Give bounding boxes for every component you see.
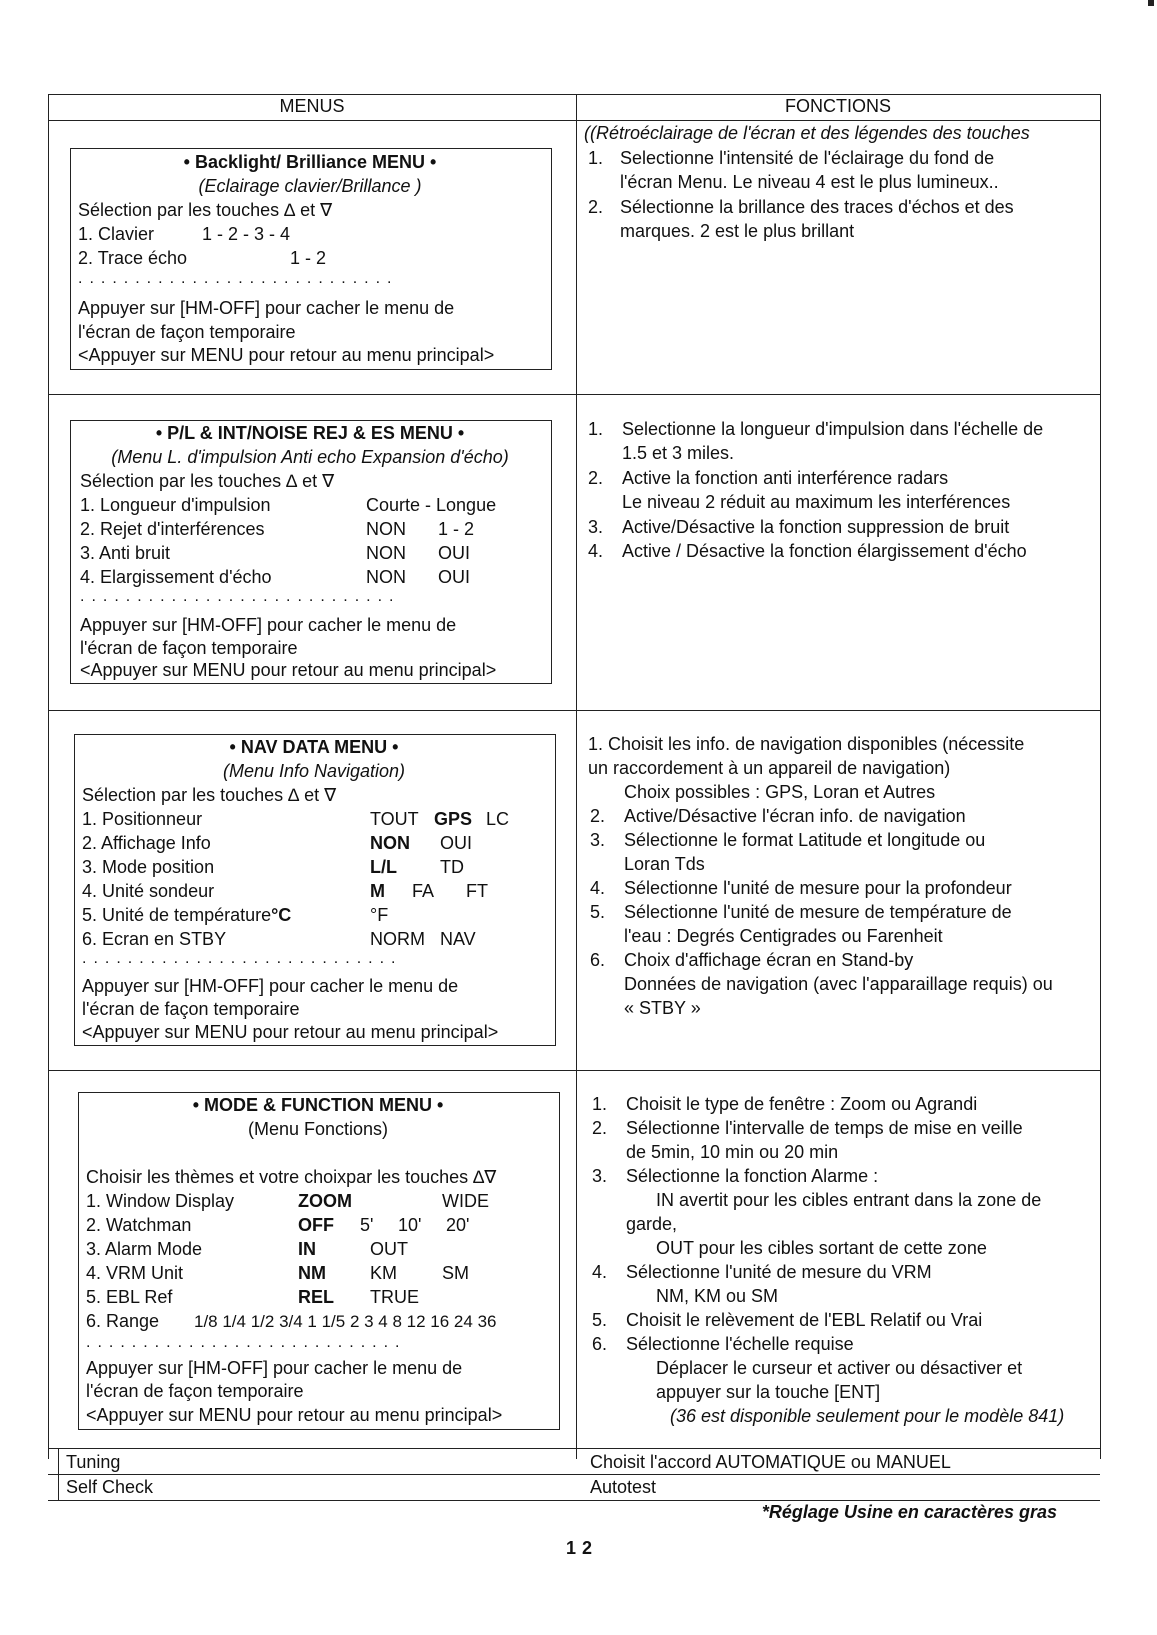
mode-range-values: 1/8 1/4 1/2 3/4 1 1/5 2 3 4 8 12 16 24 36 xyxy=(194,1312,497,1331)
mode-item-value: OUT xyxy=(370,1239,408,1259)
mode-item-value-default: NM xyxy=(298,1263,326,1283)
mode-menu-title: • MODE & FUNCTION MENU • xyxy=(192,1095,444,1115)
retour-instruction: <Appuyer sur MENU pour retour au menu principal> xyxy=(80,660,497,680)
nav-item-label: 5. Unité de température°C xyxy=(82,905,292,925)
mode-item-label: 3. Alarm Mode xyxy=(86,1239,203,1259)
nav-item-value: LC xyxy=(486,809,510,829)
mode-item-value: 20' xyxy=(446,1215,470,1235)
row-divider-2 xyxy=(48,710,1100,711)
mode-item-value: KM xyxy=(370,1263,397,1283)
hmoff-instruction-cont: l'écran de façon temporaire xyxy=(86,1381,304,1401)
dotted-separator: ............................ xyxy=(82,950,403,967)
backlight-fn-intro: ((Rétroéclairage de l'écran et des légendes des touches xyxy=(584,123,1030,143)
mode-item-label: 1. Window Display xyxy=(86,1191,235,1211)
menus-header: MENUS xyxy=(279,96,345,116)
backlight-selection: Sélection par les touches ∆ et ∇ xyxy=(78,200,333,220)
mode-item-value-default: IN xyxy=(298,1239,316,1259)
mode-item-value-default: REL xyxy=(298,1287,334,1307)
corner-mark xyxy=(1148,0,1154,6)
nav-selection: Sélection par les touches ∆ et ∇ xyxy=(82,785,337,805)
pl-item-label: 2. Rejet d'interférences xyxy=(80,519,265,539)
mode-item-value: 5' xyxy=(360,1215,374,1235)
pl-item-value: NON xyxy=(366,543,406,563)
nav-item-label: 3. Mode position xyxy=(82,857,215,877)
backlight-menu-subtitle: (Eclairage clavier/Brillance ) xyxy=(198,176,422,196)
mode-item-value: SM xyxy=(442,1263,469,1283)
backlight-item-values: 1 - 2 - 3 - 4 xyxy=(202,224,291,244)
table-left-border-lower xyxy=(58,1448,59,1500)
pl-item-value: 1 - 2 xyxy=(438,519,475,539)
backlight-item-label: 1. Clavier xyxy=(78,224,155,244)
tuning-function: Choisit l'accord AUTOMATIQUE ou MANUEL xyxy=(590,1452,951,1472)
hmoff-instruction-cont: l'écran de façon temporaire xyxy=(80,638,298,658)
nav-item-value: °F xyxy=(370,905,389,925)
mode-fn-note: (36 est disponible seulement pour le modèle 841) xyxy=(670,1406,1065,1426)
hmoff-instruction: Appuyer sur [HM-OFF] pour cacher le menu de xyxy=(78,298,455,318)
hmoff-instruction-cont: l'écran de façon temporaire xyxy=(78,322,296,342)
pl-item-value: NON xyxy=(366,519,406,539)
nav-item-value: FT xyxy=(466,881,488,901)
factory-setting-note: *Réglage Usine en caractères gras xyxy=(761,1502,1057,1522)
nav-item-value: TOUT xyxy=(370,809,419,829)
nav-fn-1-cont: un raccordement à un appareil de navigation) xyxy=(588,758,951,778)
fonctions-header: FONCTIONS xyxy=(785,96,891,116)
mode-item-label: 5. EBL Ref xyxy=(86,1287,173,1307)
pl-item-label: 1. Longueur d'impulsion xyxy=(80,495,271,515)
hmoff-instruction: Appuyer sur [HM-OFF] pour cacher le menu de xyxy=(80,615,457,635)
header-bottom-border xyxy=(48,120,1100,121)
dotted-separator: ............................ xyxy=(86,1334,407,1351)
dotted-separator: ............................ xyxy=(78,270,399,287)
pl-item-value: Courte - Longue xyxy=(366,495,497,515)
nav-menu-subtitle: (Menu Info Navigation) xyxy=(222,761,406,781)
dotted-separator: ............................ xyxy=(80,588,401,605)
mode-item-value: TRUE xyxy=(370,1287,419,1307)
hmoff-instruction: Appuyer sur [HM-OFF] pour cacher le menu de xyxy=(82,976,459,996)
nav-item-value-default: L/L xyxy=(370,857,397,877)
mode-selection: Choisir les thèmes et votre choixpar les touches ∆∇ xyxy=(86,1167,497,1187)
mode-item-value: 10' xyxy=(398,1215,422,1235)
backlight-item-values: 1 - 2 xyxy=(290,248,327,268)
mode-item-value-default: ZOOM xyxy=(298,1191,352,1211)
nav-item-value-default: NON xyxy=(370,833,410,853)
pl-item-value: NON xyxy=(366,567,406,587)
tuning-label: Tuning xyxy=(66,1452,121,1472)
selfcheck-label: Self Check xyxy=(66,1477,154,1497)
nav-item-value-default: GPS xyxy=(434,809,473,829)
nav-item-label: 2. Affichage Info xyxy=(82,833,211,853)
mode-item-label: 4. VRM Unit xyxy=(86,1263,184,1283)
nav-item-value: FA xyxy=(412,881,435,901)
table-left-border xyxy=(48,94,49,1459)
nav-item-value: OUI xyxy=(440,833,473,853)
retour-instruction: <Appuyer sur MENU pour retour au menu principal> xyxy=(78,345,495,365)
nav-item-label: 4. Unité sondeur xyxy=(82,881,215,901)
page-number: 12 xyxy=(566,1538,599,1558)
mode-menu-subtitle: (Menu Fonctions) xyxy=(247,1119,389,1139)
nav-fn-1: 1. Choisit les info. de navigation disponibles (nécessite xyxy=(588,734,1025,754)
mode-item-label: 2. Watchman xyxy=(86,1215,192,1235)
backlight-item-label: 2. Trace écho xyxy=(78,248,188,268)
table-top-border xyxy=(48,94,1100,95)
nav-item-value: NAV xyxy=(440,929,476,949)
row-divider-3 xyxy=(48,1070,1100,1071)
hmoff-instruction-cont: l'écran de façon temporaire xyxy=(82,999,300,1019)
pl-menu-title: • P/L & INT/NOISE REJ & ES MENU • xyxy=(155,423,465,443)
retour-instruction: <Appuyer sur MENU pour retour au menu principal> xyxy=(86,1405,503,1425)
manual-page: MENUS FONCTIONS • Backlight/ Brilliance MENU • (Eclairage clavier/Brillance ) Sélection par les touches ∆ et ∇ 1. Clavier 1 - 2 - 3 - 4 2. Trace écho 1 - 2 ............................ Appuyer sur [HM-OFF] pour cacher le menu de l'écran de façon temporaire <Appuyer sur MENU pour retour au menu principal> ((Rétroéclairage de l'écran et des légendes des touches 1. Selectionne l'intensité de l'éclairage du fond de l'écran Menu. Le niveau 4 est le plus lumineux.. 2. Sélectionne la brillance des traces d'échos et des marques. 2 est le plus brillant • P/L & INT/NOISE REJ & ES MENU • (Menu L. d'impulsion Anti echo Expansion d'écho) Sélection par les touches ∆ et ∇ 1. Longueur d'impulsion Courte - Longue 2. Rejet d'interférences NON 1 - 2 3. Anti bruit NON OUI 4. Elargissement d'écho NON OUI ............................ Appuyer sur [HM-OFF] pour cacher le menu de l'écran de façon temporaire <Appuyer sur MENU pour retour au menu principal> 1. Selectionne la longueur d'impulsion dans l'échelle de 1.5 et 3 miles. 2. Active la fonction anti interférence radars Le niveau 2 réduit au maximum les interférences 3. Active/Désactive la fonction suppression de bruit 4. Active / Désactive la fonction élargissement d'écho • NAV DATA MENU • (Menu Info Navigation) Sélection par les touches ∆ et ∇ 1. Positionneur TOUT GPS LC 2. Affichage Info NON OUI 3. Mode position L/L TD 4. Unité sondeur M FA FT 5. Unité de température°C °F 6. Ecran en STBY NORM NAV ............................ Appuyer sur [HM-OFF] pour cacher le menu de l'écran de façon temporaire <Appuyer sur MENU pour retour au menu principal> 1. Choisit les info. de navigation disponibles (nécessite un raccordement à un appareil de navigation) Choix possibles : GPS, Loran et Autres 2. Active/Désactive l'écran info. de navigation 3. Sélectionne le format Latitude et longitude ou Loran Tds 4. Sélectionne l'unité de mesure pour la profondeur 5. Sélectionne l'unité de mesure de température de l'eau : Degrés Centigrades ou Farenheit 6. Choix d'affichage écran en Stand-by Données de navigation (avec l'apparaillage requis) ou « STBY » • MODE & FUNCTION MENU • (Menu Fonctions) Choisir les thèmes et votre choixpar les touches ∆∇ 1. Window Display ZOOM WIDE 2. Watchman OFF 5' 10' 20' 3. Alarm Mode IN OUT 4. VRM Unit NM KM SM 5. EBL Ref REL TRUE 6. Range 1/8 1/4 1/2 3/4 1 1/5 2 3 4 8 12 16 24 36 ............................ Appuyer sur [HM-OFF] pour cacher le menu de l'écran de façon temporaire <Appuyer sur MENU pour retour au menu principal> 1. Choisit le type de fenêtre : Zoom ou Agrandi 2. Sélectionne l'intervalle de temps de mise en veille de 5min, 10 min ou 20 min 3. Sélectionne la fonction Alarme : IN avertit pour les cibles entrant dans la zone de garde, OUT pour les cibles sortant de cette zone 4. Sélectionne l'unité de mesure du VRM NM, KM ou SM 5. Choisit le relèvement de l'EBL Relatif ou Vrai 6. Sélectionne l'échelle requise Déplacer le curseur et activer ou désactiver et appuyer sur la touche [ENT] (36 est disponible seulement pour le modèle 841) Tuning Choisit l'accord AUTOMATIQUE ou MANUEL Self Check Autotest *Réglage Usine en caractères gras 12 xyxy=(0,0,1157,1635)
pl-item-value: OUI xyxy=(438,543,471,563)
pl-item-label: 3. Anti bruit xyxy=(80,543,171,563)
row-divider-1 xyxy=(48,394,1100,395)
nav-item-value: NORM xyxy=(370,929,425,949)
table-bottom-border xyxy=(48,1500,1100,1501)
mode-range-label: 6. Range xyxy=(86,1311,160,1331)
backlight-menu-title: • Backlight/ Brilliance MENU • xyxy=(183,152,437,172)
pl-menu-subtitle: (Menu L. d'impulsion Anti echo Expansion d'écho) xyxy=(111,447,509,467)
pl-item-label: 4. Elargissement d'écho xyxy=(80,567,272,587)
pl-item-value: OUI xyxy=(438,567,471,587)
nav-item-value-default: °C xyxy=(271,905,292,925)
nav-item-value-default: M xyxy=(370,881,385,901)
column-divider xyxy=(576,94,577,1459)
table-right-border xyxy=(1100,94,1101,1459)
hmoff-instruction: Appuyer sur [HM-OFF] pour cacher le menu de xyxy=(86,1358,463,1378)
pl-selection: Sélection par les touches ∆ et ∇ xyxy=(80,471,335,491)
row-divider-4 xyxy=(48,1448,1100,1449)
nav-item-label: 1. Positionneur xyxy=(82,809,203,829)
row-divider-5 xyxy=(48,1474,1100,1475)
nav-item-label: 6. Ecran en STBY xyxy=(82,929,227,949)
mode-item-value: WIDE xyxy=(442,1191,489,1211)
selfcheck-function: Autotest xyxy=(590,1477,657,1497)
nav-menu-title: • NAV DATA MENU • xyxy=(229,737,399,757)
retour-instruction: <Appuyer sur MENU pour retour au menu principal> xyxy=(82,1022,499,1042)
nav-item-value: TD xyxy=(440,857,464,877)
mode-item-value-default: OFF xyxy=(298,1215,334,1235)
nav-fn-1-choices: Choix possibles : GPS, Loran et Autres xyxy=(624,782,936,802)
